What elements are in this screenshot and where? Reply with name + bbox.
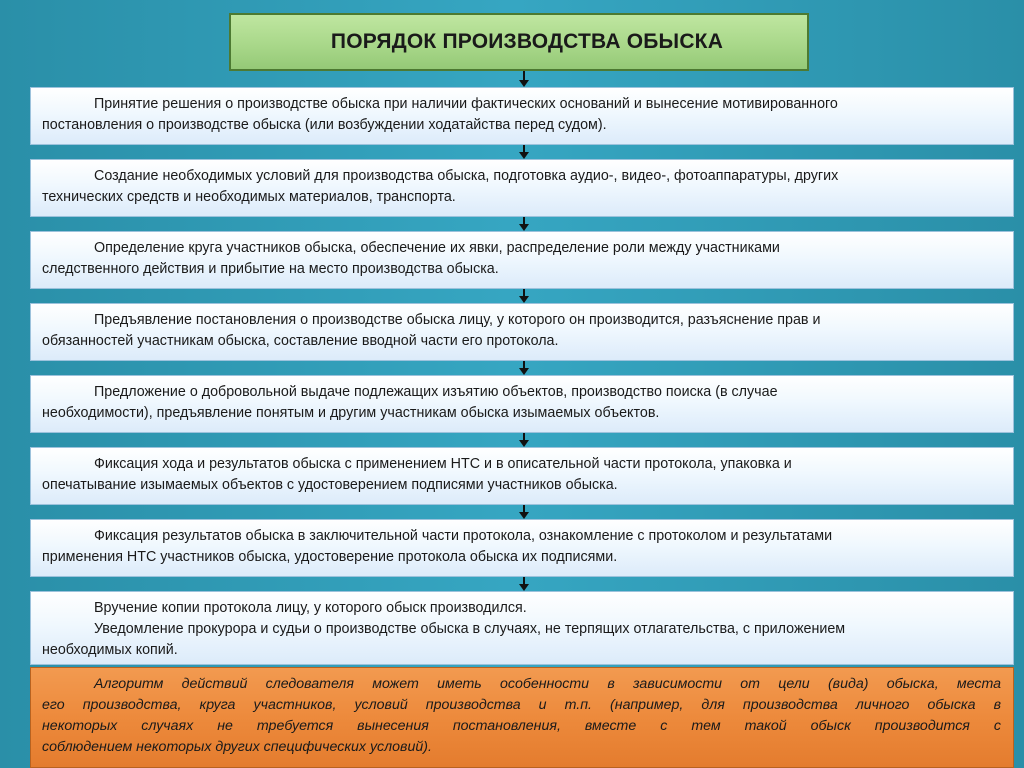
step-box-6: [30, 447, 1014, 505]
step-text-line: необходимых копий.: [42, 642, 178, 658]
step-box-7: [30, 519, 1014, 577]
arrow-connector: [519, 217, 529, 231]
step-text-line: Вручение копии протокола лицу, у которого обыск производился.: [94, 600, 527, 616]
step-box-1: [30, 87, 1014, 145]
step-text-line: применения НТС участников обыска, удостоверение протокола обыска их подписями.: [42, 549, 618, 565]
step-box-4: [30, 303, 1014, 361]
step-text-line: Принятие решения о производстве обыска при наличии фактических оснований и вынесение мотивированного: [94, 96, 838, 112]
step-text-line: Определение круга участников обыска, обеспечение их явки, распределение роли между участниками: [94, 240, 780, 256]
note-text-line: его производства, круга участников, условий производства и т.п. (например, для производства личного обыска в: [42, 697, 1001, 713]
step-text-line: следственного действия и прибытие на место производства обыска.: [42, 261, 499, 277]
arrow-connector: [519, 505, 529, 519]
step-box-5: [30, 375, 1014, 433]
step-text-line: обязанностей участникам обыска, составление вводной части его протокола.: [42, 333, 559, 349]
step-text-line: технических средств и необходимых материалов, транспорта.: [42, 189, 456, 205]
step-text-line: необходимости), предъявление понятым и другим участникам обыска изымаемых объектов.: [42, 405, 660, 421]
note-text-line: Алгоритм действий следователя может иметь особенности в зависимости от цели (вида) обыска, места: [94, 676, 1001, 692]
step-text-line: Предложение о добровольной выдаче подлежащих изъятию объектов, производство поиска (в случае: [94, 384, 778, 400]
step-text-line: Фиксация хода и результатов обыска с применением НТС и в описательной части протокола, упаковка и: [94, 456, 792, 472]
arrow-connector: [519, 361, 529, 375]
step-text-line: Фиксация результатов обыска в заключительной части протокола, ознакомление с протоколом и результатами: [94, 528, 833, 544]
step-text-line: Уведомление прокурора и судьи о производстве обыска в случаях, не терпящих отлагательства, с приложением: [94, 621, 846, 637]
step-text-line: постановления о производстве обыска (или возбуждении ходатайства перед судом).: [42, 117, 607, 133]
step-box-3: [30, 231, 1014, 289]
step-box-2: [30, 159, 1014, 217]
step-text-line: Предъявление постановления о производстве обыска лицу, у которого он производится, разъяснение прав и: [94, 312, 821, 328]
diagram-title-text: ПОРЯДОК ПРОИЗВОДСТВА ОБЫСКА: [330, 30, 724, 53]
arrow-connector: [519, 145, 529, 159]
note-text-line: некоторых случаях не требуется вынесения постановления, вместе с тем такой обыск производится с: [42, 718, 1001, 734]
diagram-title: [229, 13, 809, 71]
arrow-connector: [519, 433, 529, 447]
note-text-line: соблюдением некоторых других специфических условий).: [42, 739, 432, 755]
arrow-connector: [519, 577, 529, 591]
arrow-connector: [519, 289, 529, 303]
arrow-connector: [519, 71, 529, 87]
step-text-line: опечатывание изымаемых объектов с удостоверением подписями участников обыска.: [42, 477, 618, 493]
note-box: [30, 667, 1014, 768]
step-box-8: [30, 591, 1014, 665]
step-text-line: Создание необходимых условий для производства обыска, подготовка аудио-, видео-, фотоаппаратуры, других: [94, 168, 839, 184]
